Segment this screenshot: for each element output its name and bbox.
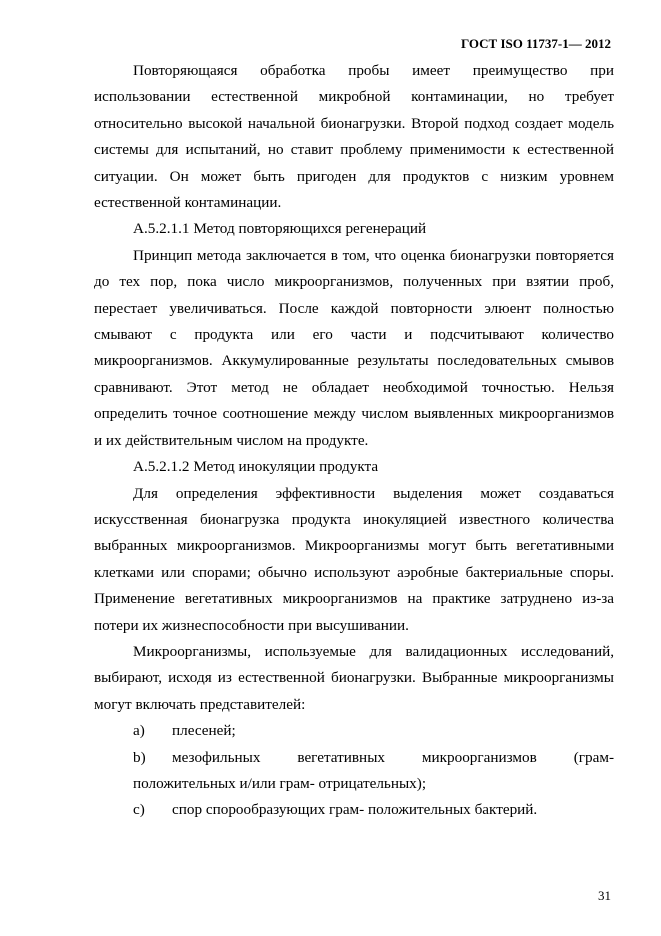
list-item bbox=[94, 745, 614, 798]
page-number: 31 bbox=[598, 888, 611, 903]
document-body bbox=[94, 58, 614, 824]
paragraph-microorganism-selection: Микроорганизмы, используемые для валидационных исследований, выбирают, исходя из естественной бионагрузки. Выбранные микроорганизмы могут включать представителей: bbox=[94, 642, 614, 713]
list-item-text: плесеней; bbox=[172, 722, 236, 740]
list-item-text: мезофильных вегетативных микроорганизмов (грам- положительных и/или грам- отрицательных); bbox=[133, 748, 614, 792]
standard-code-header: ГОСТ ISO 11737-1— 2012 bbox=[460, 36, 611, 51]
list-marker: a) bbox=[133, 722, 145, 740]
list-marker: c) bbox=[133, 801, 145, 819]
paragraph-method-principle: Принцип метода заключается в том, что оценка бионагрузки повторяется до тех пор, пока число микроорганизмов, полученных при взятии проб, перестает увеличиваться. После каждой повторности элюент полностью смывают с продукта или его части и подсчитывают количество микроорганизмов. Аккумулированные результаты последовательных смывов сравнивают. Этот метод не обладает необходимой точностью. Нельзя определить точное соотношение между числом выявленных микроорганизмов и их действительным числом на продукте. bbox=[94, 246, 614, 449]
list-marker: b) bbox=[133, 748, 146, 766]
paragraph-repeated-processing: Повторяющаяся обработка пробы имеет преимущество при использовании естественной микробной контаминации, но требует относительно высокой начальной бионагрузки. Второй подход создает модель системы для испытаний, но ставит проблему применимости к естественной ситуации. Он может быть пригоден для продуктов с низким уровнем естественной контаминации. bbox=[94, 62, 614, 212]
section-heading-product-inoculation: А.5.2.1.2 Метод инокуляции продукта bbox=[133, 458, 379, 476]
section-heading-repeated-recovery: А.5.2.1.1 Метод повторяющихся регенераций bbox=[133, 220, 427, 238]
list-item-text: спор спорообразующих грам- положительных бактерий. bbox=[172, 801, 538, 819]
list-item bbox=[94, 718, 614, 744]
list-item bbox=[94, 797, 614, 823]
paragraph-inoculation: Для определения эффективности выделения может создаваться искусственная бионагрузка продукта инокуляцией известного количества выбранных микроорганизмов. Микроорганизмы могут быть вегетативными клетками или спорами; обычно используют аэробные бактериальные споры. Применение вегетативных микроорганизмов на практике затруднено из-за потери их жизнеспособности при высушивании. bbox=[94, 484, 614, 634]
